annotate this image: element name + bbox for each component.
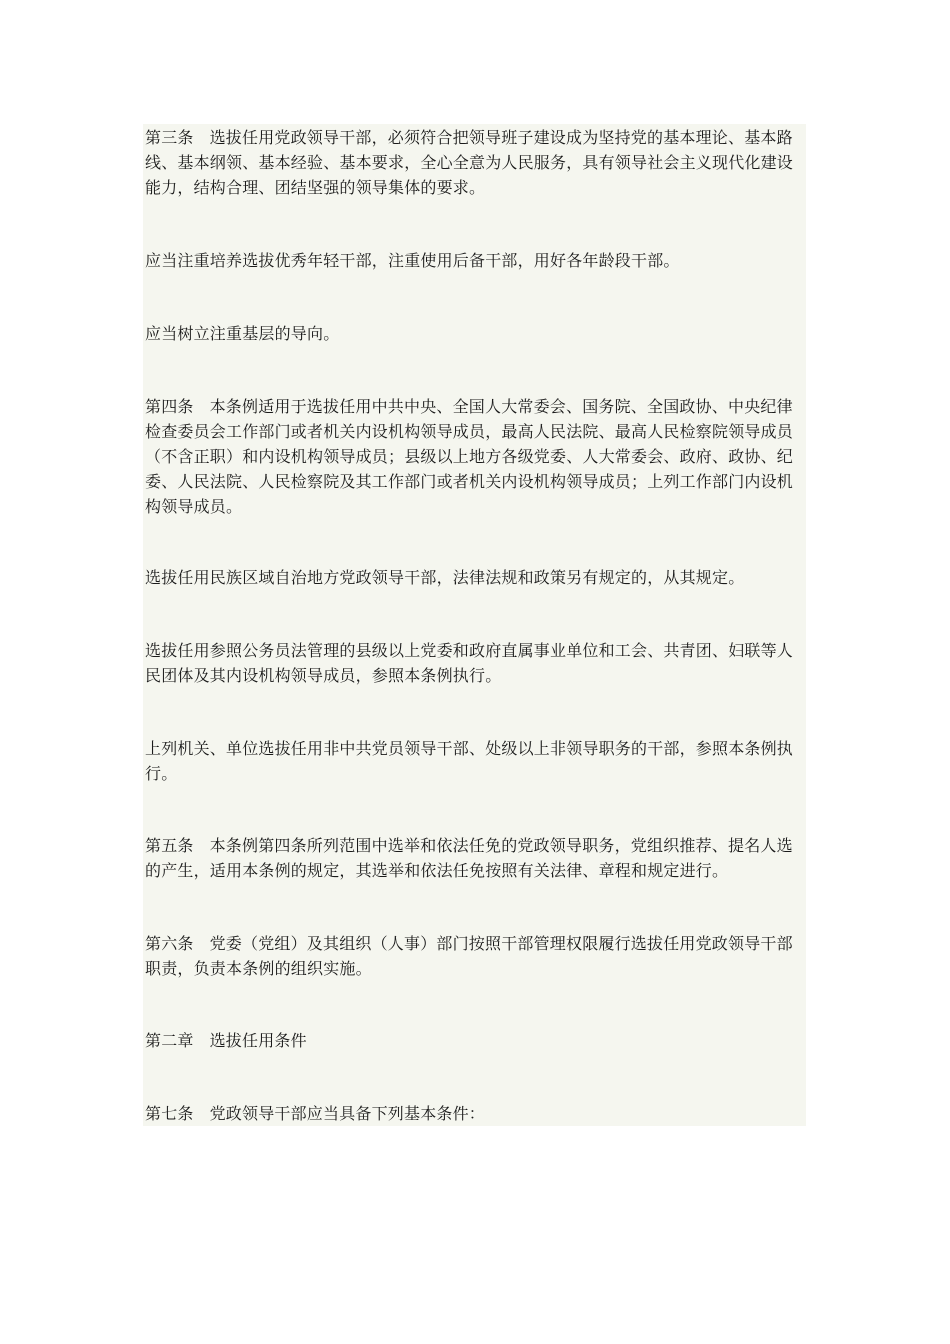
article-label: 第三条 — [145, 128, 194, 147]
article-label: 第五条 — [145, 836, 194, 855]
article-3-paragraph — [145, 125, 805, 200]
article-4-paragraph — [145, 394, 805, 519]
chapter-title: 选拔任用条件 — [209, 1031, 307, 1050]
paragraph-text: 上列机关、单位选拔任用非中共党员领导干部、处级以上非领导职务的干部，参照本条例执行。 — [145, 739, 794, 783]
article-label: 第七条 — [145, 1104, 194, 1123]
paragraph — [145, 565, 805, 590]
paragraph — [145, 248, 805, 273]
paragraph — [145, 736, 805, 786]
paragraph-text: 本条例适用于选拔任用中共中央、全国人大常委会、国务院、全国政协、中央纪律检查委员会工作部门或者机关内设机构领导成员，最高人民法院、最高人民检察院领导成员（不含正职）和内设机构领导成员；县级以上地方各级党委、人大常委会、政府、政协、纪委、人民法院、人民检察院及其工作部门或者机关内设机构领导成员；上列工作部门内设机构领导成员。 — [145, 397, 794, 516]
paragraph-text: 党政领导干部应当具备下列基本条件： — [209, 1104, 486, 1123]
paragraph-text: 党委（党组）及其组织（人事）部门按照干部管理权限履行选拔任用党政领导干部职责，负责本条例的组织实施。 — [145, 934, 793, 978]
article-label: 第六条 — [145, 934, 194, 953]
article-7-paragraph — [145, 1101, 805, 1126]
paragraph-text: 应当注重培养选拔优秀年轻干部，注重使用后备干部，用好各年龄段干部。 — [145, 251, 680, 270]
paragraph-text: 本条例第四条所列范围中选举和依法任免的党政领导职务，党组织推荐、提名人选的产生，适用本条例的规定，其选举和依法任免按照有关法律、章程和规定进行。 — [145, 836, 793, 880]
chapter-label: 第二章 — [145, 1031, 194, 1050]
paragraph — [145, 321, 805, 346]
paragraph-text: 选拔任用民族区域自治地方党政领导干部，法律法规和政策另有规定的，从其规定。 — [145, 568, 745, 587]
paragraph — [145, 638, 805, 688]
article-5-paragraph — [145, 833, 805, 883]
paragraph-text: 应当树立注重基层的导向。 — [145, 324, 340, 343]
article-6-paragraph — [145, 931, 805, 981]
paragraph-text: 选拔任用参照公务员法管理的县级以上党委和政府直属事业单位和工会、共青团、妇联等人民团体及其内设机构领导成员，参照本条例执行。 — [145, 641, 794, 685]
chapter-2-heading — [145, 1028, 805, 1053]
paragraph-text: 选拔任用党政领导干部，必须符合把领导班子建设成为坚持党的基本理论、基本路线、基本纲领、基本经验、基本要求，全心全意为人民服务，具有领导社会主义现代化建设能力，结构合理、团结坚强的领导集体的要求。 — [145, 128, 794, 197]
article-label: 第四条 — [145, 397, 194, 416]
